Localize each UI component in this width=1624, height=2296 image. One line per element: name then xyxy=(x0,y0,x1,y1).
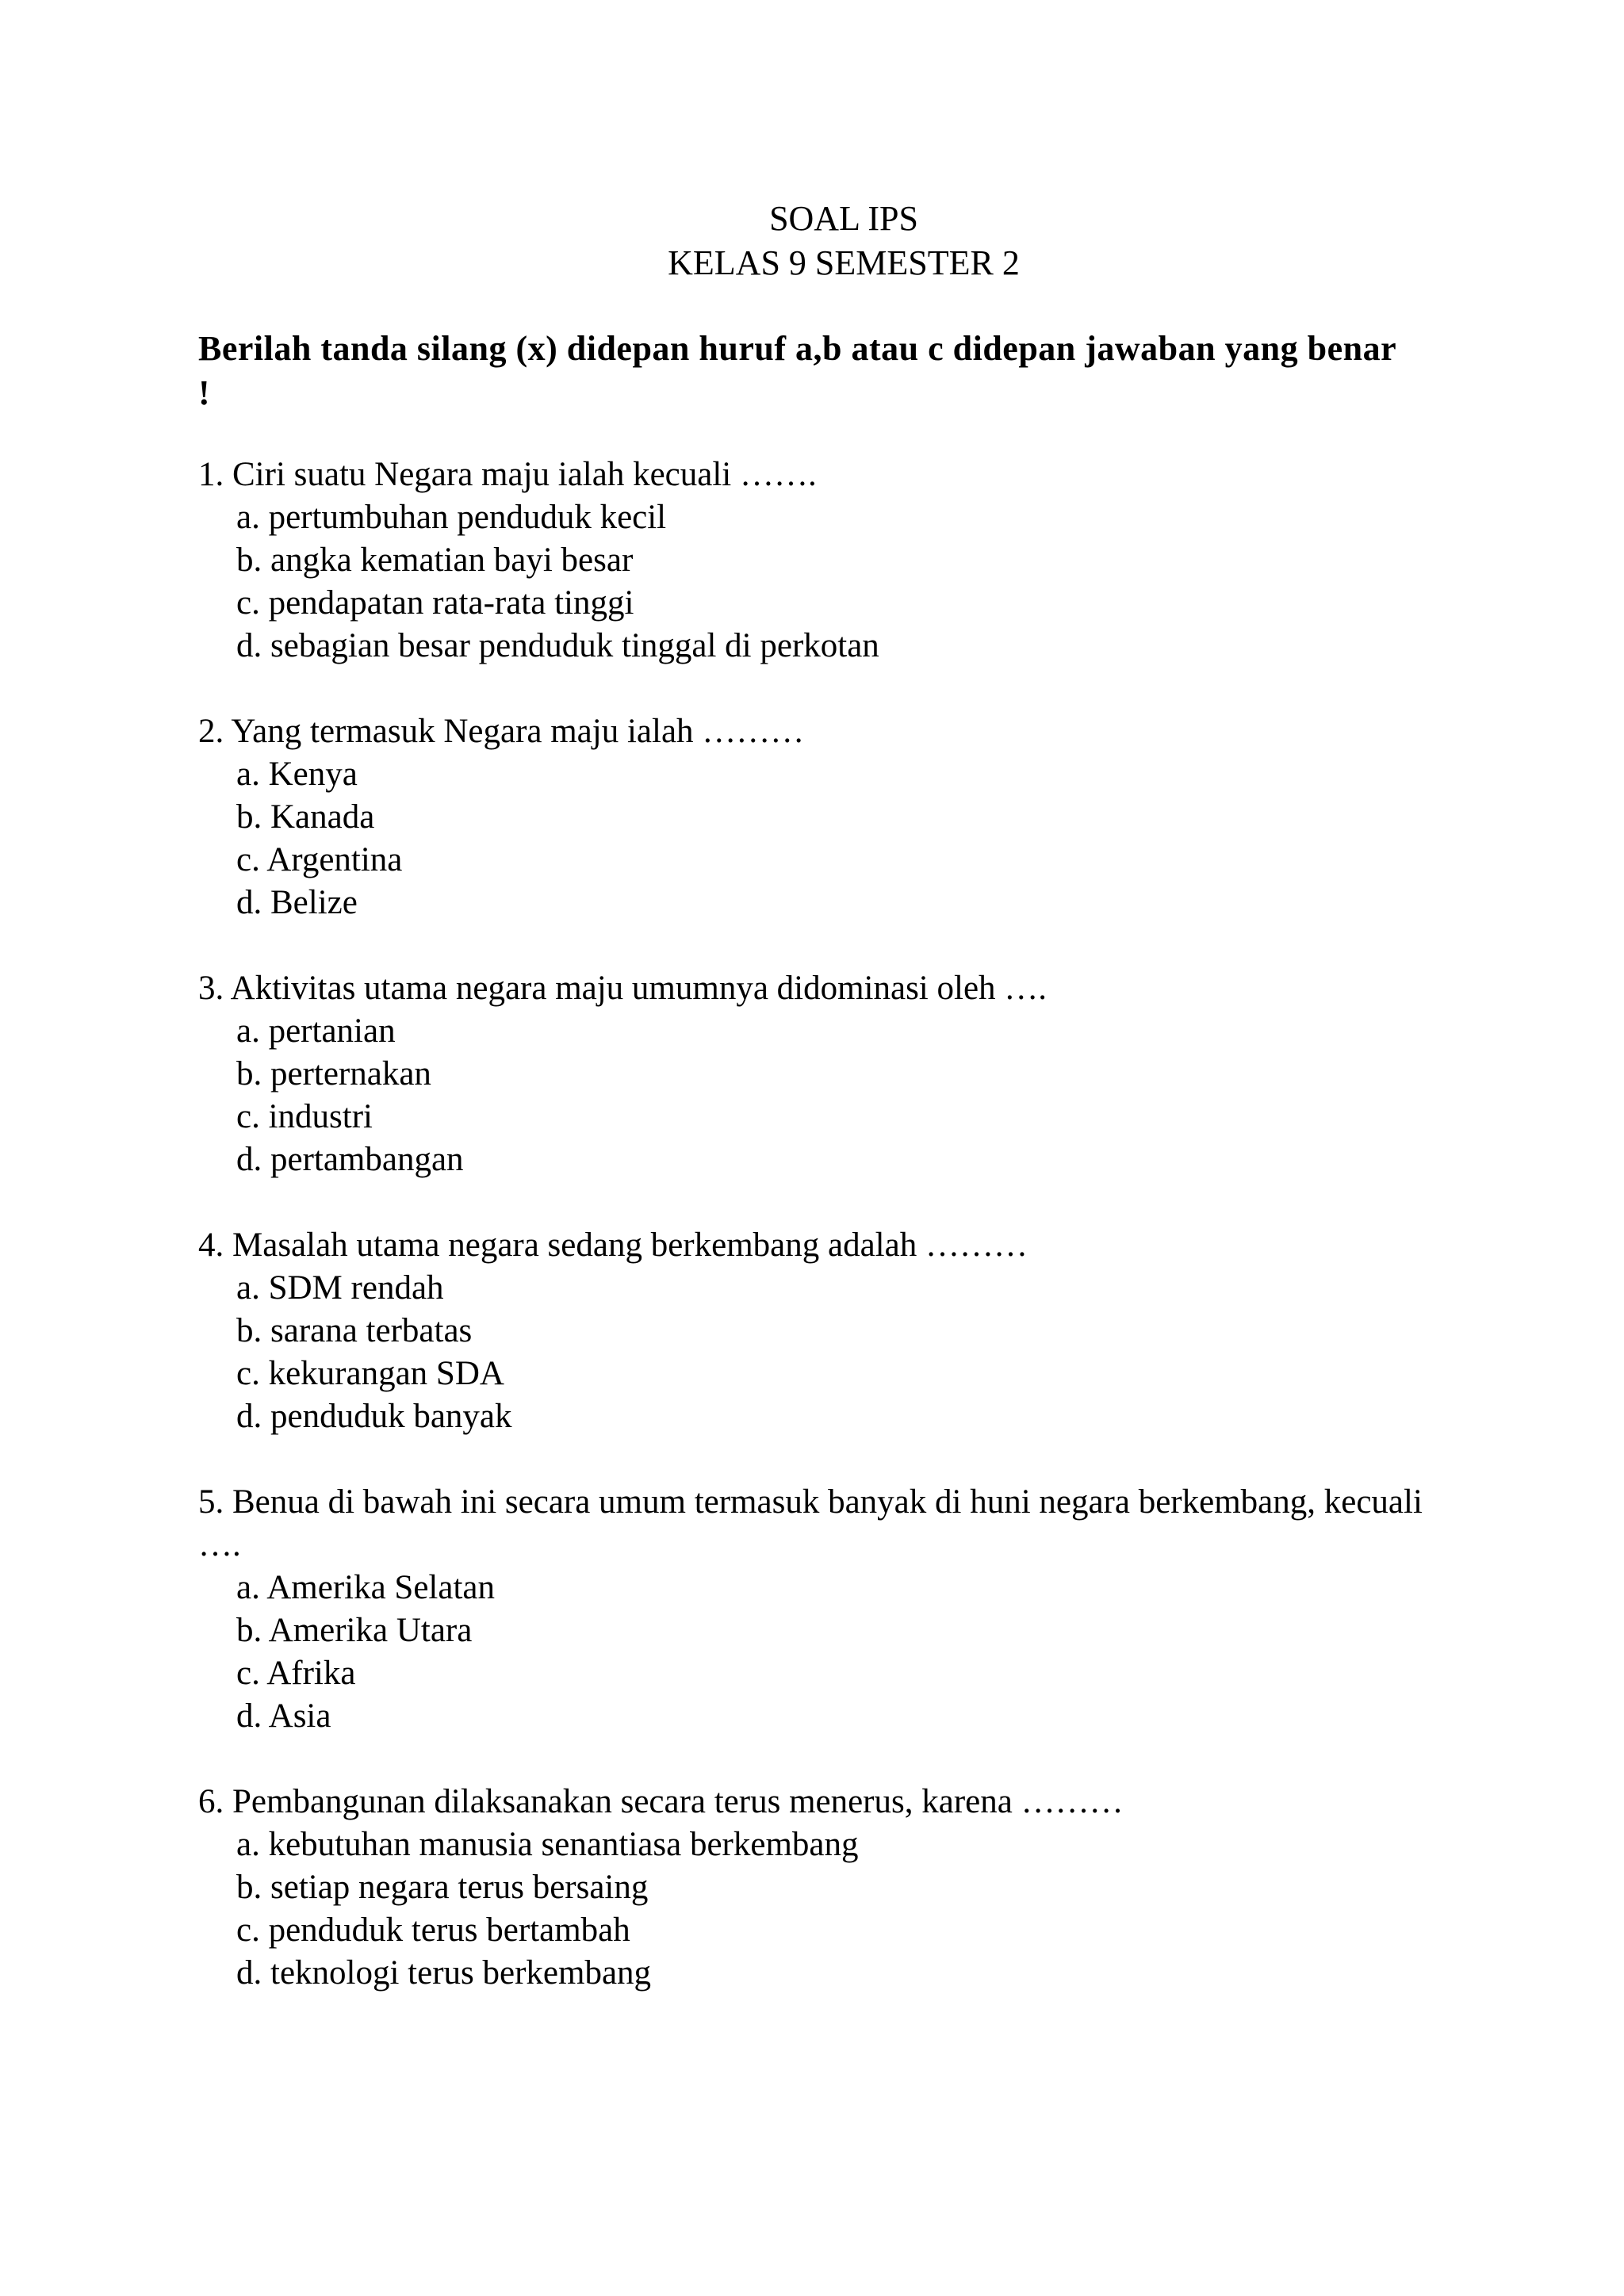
option-c[interactable] xyxy=(236,839,1435,882)
option-list xyxy=(198,753,1435,924)
question-3-text xyxy=(198,967,1435,1010)
option-letter: b. xyxy=(236,798,262,836)
option-d[interactable] xyxy=(236,882,1435,924)
option-a[interactable] xyxy=(236,1823,1435,1866)
option-list xyxy=(198,1567,1435,1738)
option-text: pertanian xyxy=(268,1012,396,1050)
option-letter: c. xyxy=(236,1098,260,1135)
option-text: industri xyxy=(268,1098,373,1135)
option-d[interactable] xyxy=(236,625,1435,668)
question-5-text xyxy=(198,1481,1435,1567)
option-text: Amerika Selatan xyxy=(266,1569,495,1606)
option-letter: b. xyxy=(236,1312,262,1349)
option-text: Asia xyxy=(268,1697,331,1735)
option-list xyxy=(198,496,1435,668)
option-text: pertumbuhan penduduk kecil xyxy=(268,499,667,536)
option-text: Kanada xyxy=(270,798,375,836)
option-a[interactable] xyxy=(236,753,1435,796)
option-text: Kenya xyxy=(268,756,358,793)
option-c[interactable] xyxy=(236,1096,1435,1138)
instruction-text: Berilah tanda silang (x) didepan huruf a,b atau c didepan jawaban yang benar ! xyxy=(198,329,1396,412)
option-text: SDM rendah xyxy=(268,1269,444,1307)
option-list xyxy=(198,1010,1435,1181)
option-letter: a. xyxy=(236,1012,260,1050)
option-d[interactable] xyxy=(236,1952,1435,1995)
option-b[interactable] xyxy=(236,1866,1435,1909)
option-text: Argentina xyxy=(266,841,403,878)
question-prompt: Ciri suatu Negara maju ialah kecuali ……. xyxy=(232,456,817,493)
option-text: sarana terbatas xyxy=(270,1312,473,1349)
option-text: Belize xyxy=(270,884,358,921)
option-b[interactable] xyxy=(236,539,1435,582)
question-number: 4. xyxy=(198,1226,224,1264)
option-text: angka kematian bayi besar xyxy=(270,541,634,579)
option-text: setiap negara terus bersaing xyxy=(270,1869,649,1906)
option-text: penduduk banyak xyxy=(270,1398,512,1435)
option-text: teknologi terus berkembang xyxy=(270,1954,652,1992)
option-letter: a. xyxy=(236,1826,260,1863)
option-c[interactable] xyxy=(236,582,1435,625)
option-a[interactable] xyxy=(236,1010,1435,1053)
option-text: sebagian besar penduduk tinggal di perkotan xyxy=(270,627,879,664)
option-text: Amerika Utara xyxy=(268,1612,473,1649)
question-list xyxy=(198,453,1435,2038)
question-1-text xyxy=(198,453,1435,496)
question-4 xyxy=(198,1224,1435,1438)
option-c[interactable] xyxy=(236,1652,1435,1695)
question-2-text xyxy=(198,710,1435,753)
question-6-text xyxy=(198,1781,1435,1823)
option-a[interactable] xyxy=(236,1267,1435,1310)
question-5 xyxy=(198,1481,1435,1738)
option-letter: c. xyxy=(236,584,260,622)
option-letter: c. xyxy=(236,1911,260,1949)
option-letter: c. xyxy=(236,1655,260,1692)
question-3 xyxy=(198,967,1435,1181)
question-1 xyxy=(198,453,1435,668)
option-letter: c. xyxy=(236,841,260,878)
option-list xyxy=(198,1267,1435,1438)
option-a[interactable] xyxy=(236,496,1435,539)
question-prompt: Pembangunan dilaksanakan secara terus menerus, karena ……… xyxy=(232,1783,1124,1820)
option-letter: d. xyxy=(236,884,262,921)
option-letter: b. xyxy=(236,1055,262,1093)
option-a[interactable] xyxy=(236,1567,1435,1609)
option-letter: a. xyxy=(236,499,260,536)
option-b[interactable] xyxy=(236,1053,1435,1096)
option-text: penduduk terus bertambah xyxy=(268,1911,630,1949)
question-number: 6. xyxy=(198,1783,224,1820)
option-letter: d. xyxy=(236,1141,262,1178)
option-letter: a. xyxy=(236,1569,260,1606)
question-prompt: Masalah utama negara sedang berkembang adalah ……… xyxy=(232,1226,1028,1264)
option-letter: d. xyxy=(236,1398,262,1435)
option-letter: d. xyxy=(236,627,262,664)
option-text: kekurangan SDA xyxy=(268,1355,504,1392)
question-number: 3. xyxy=(198,970,224,1007)
question-prompt: Benua di bawah ini secara umum termasuk banyak di huni negara berkembang, kecuali …. xyxy=(198,1483,1423,1563)
document-title: SOAL IPS xyxy=(769,199,918,238)
question-4-text xyxy=(198,1224,1435,1267)
option-text: Afrika xyxy=(266,1655,356,1692)
option-letter: b. xyxy=(236,1869,262,1906)
option-letter: b. xyxy=(236,1612,262,1649)
question-2 xyxy=(198,710,1435,924)
option-c[interactable] xyxy=(236,1353,1435,1395)
option-c[interactable] xyxy=(236,1909,1435,1952)
question-prompt: Yang termasuk Negara maju ialah ……… xyxy=(231,713,805,750)
option-letter: d. xyxy=(236,1954,262,1992)
question-6 xyxy=(198,1781,1435,1995)
question-number: 2. xyxy=(198,713,224,750)
option-text: kebutuhan manusia senantiasa berkembang xyxy=(268,1826,859,1863)
option-text: pendapatan rata-rata tinggi xyxy=(268,584,634,622)
question-number: 1. xyxy=(198,456,224,493)
option-list xyxy=(198,1823,1435,1995)
question-number: 5. xyxy=(198,1483,224,1521)
option-letter: b. xyxy=(236,541,262,579)
question-prompt: Aktivitas utama negara maju umumnya didominasi oleh …. xyxy=(230,970,1048,1007)
document-subtitle: KELAS 9 SEMESTER 2 xyxy=(668,243,1020,282)
option-b[interactable] xyxy=(236,1310,1435,1353)
option-letter: a. xyxy=(236,1269,260,1307)
option-d[interactable] xyxy=(236,1138,1435,1181)
option-text: perternakan xyxy=(270,1055,431,1093)
option-b[interactable] xyxy=(236,796,1435,839)
option-letter: d. xyxy=(236,1697,262,1735)
option-d[interactable] xyxy=(236,1695,1435,1738)
option-letter: a. xyxy=(236,756,260,793)
option-letter: c. xyxy=(236,1355,260,1392)
option-d[interactable] xyxy=(236,1395,1435,1438)
document-header xyxy=(0,197,1624,285)
option-text: pertambangan xyxy=(270,1141,464,1178)
option-b[interactable] xyxy=(236,1609,1435,1652)
